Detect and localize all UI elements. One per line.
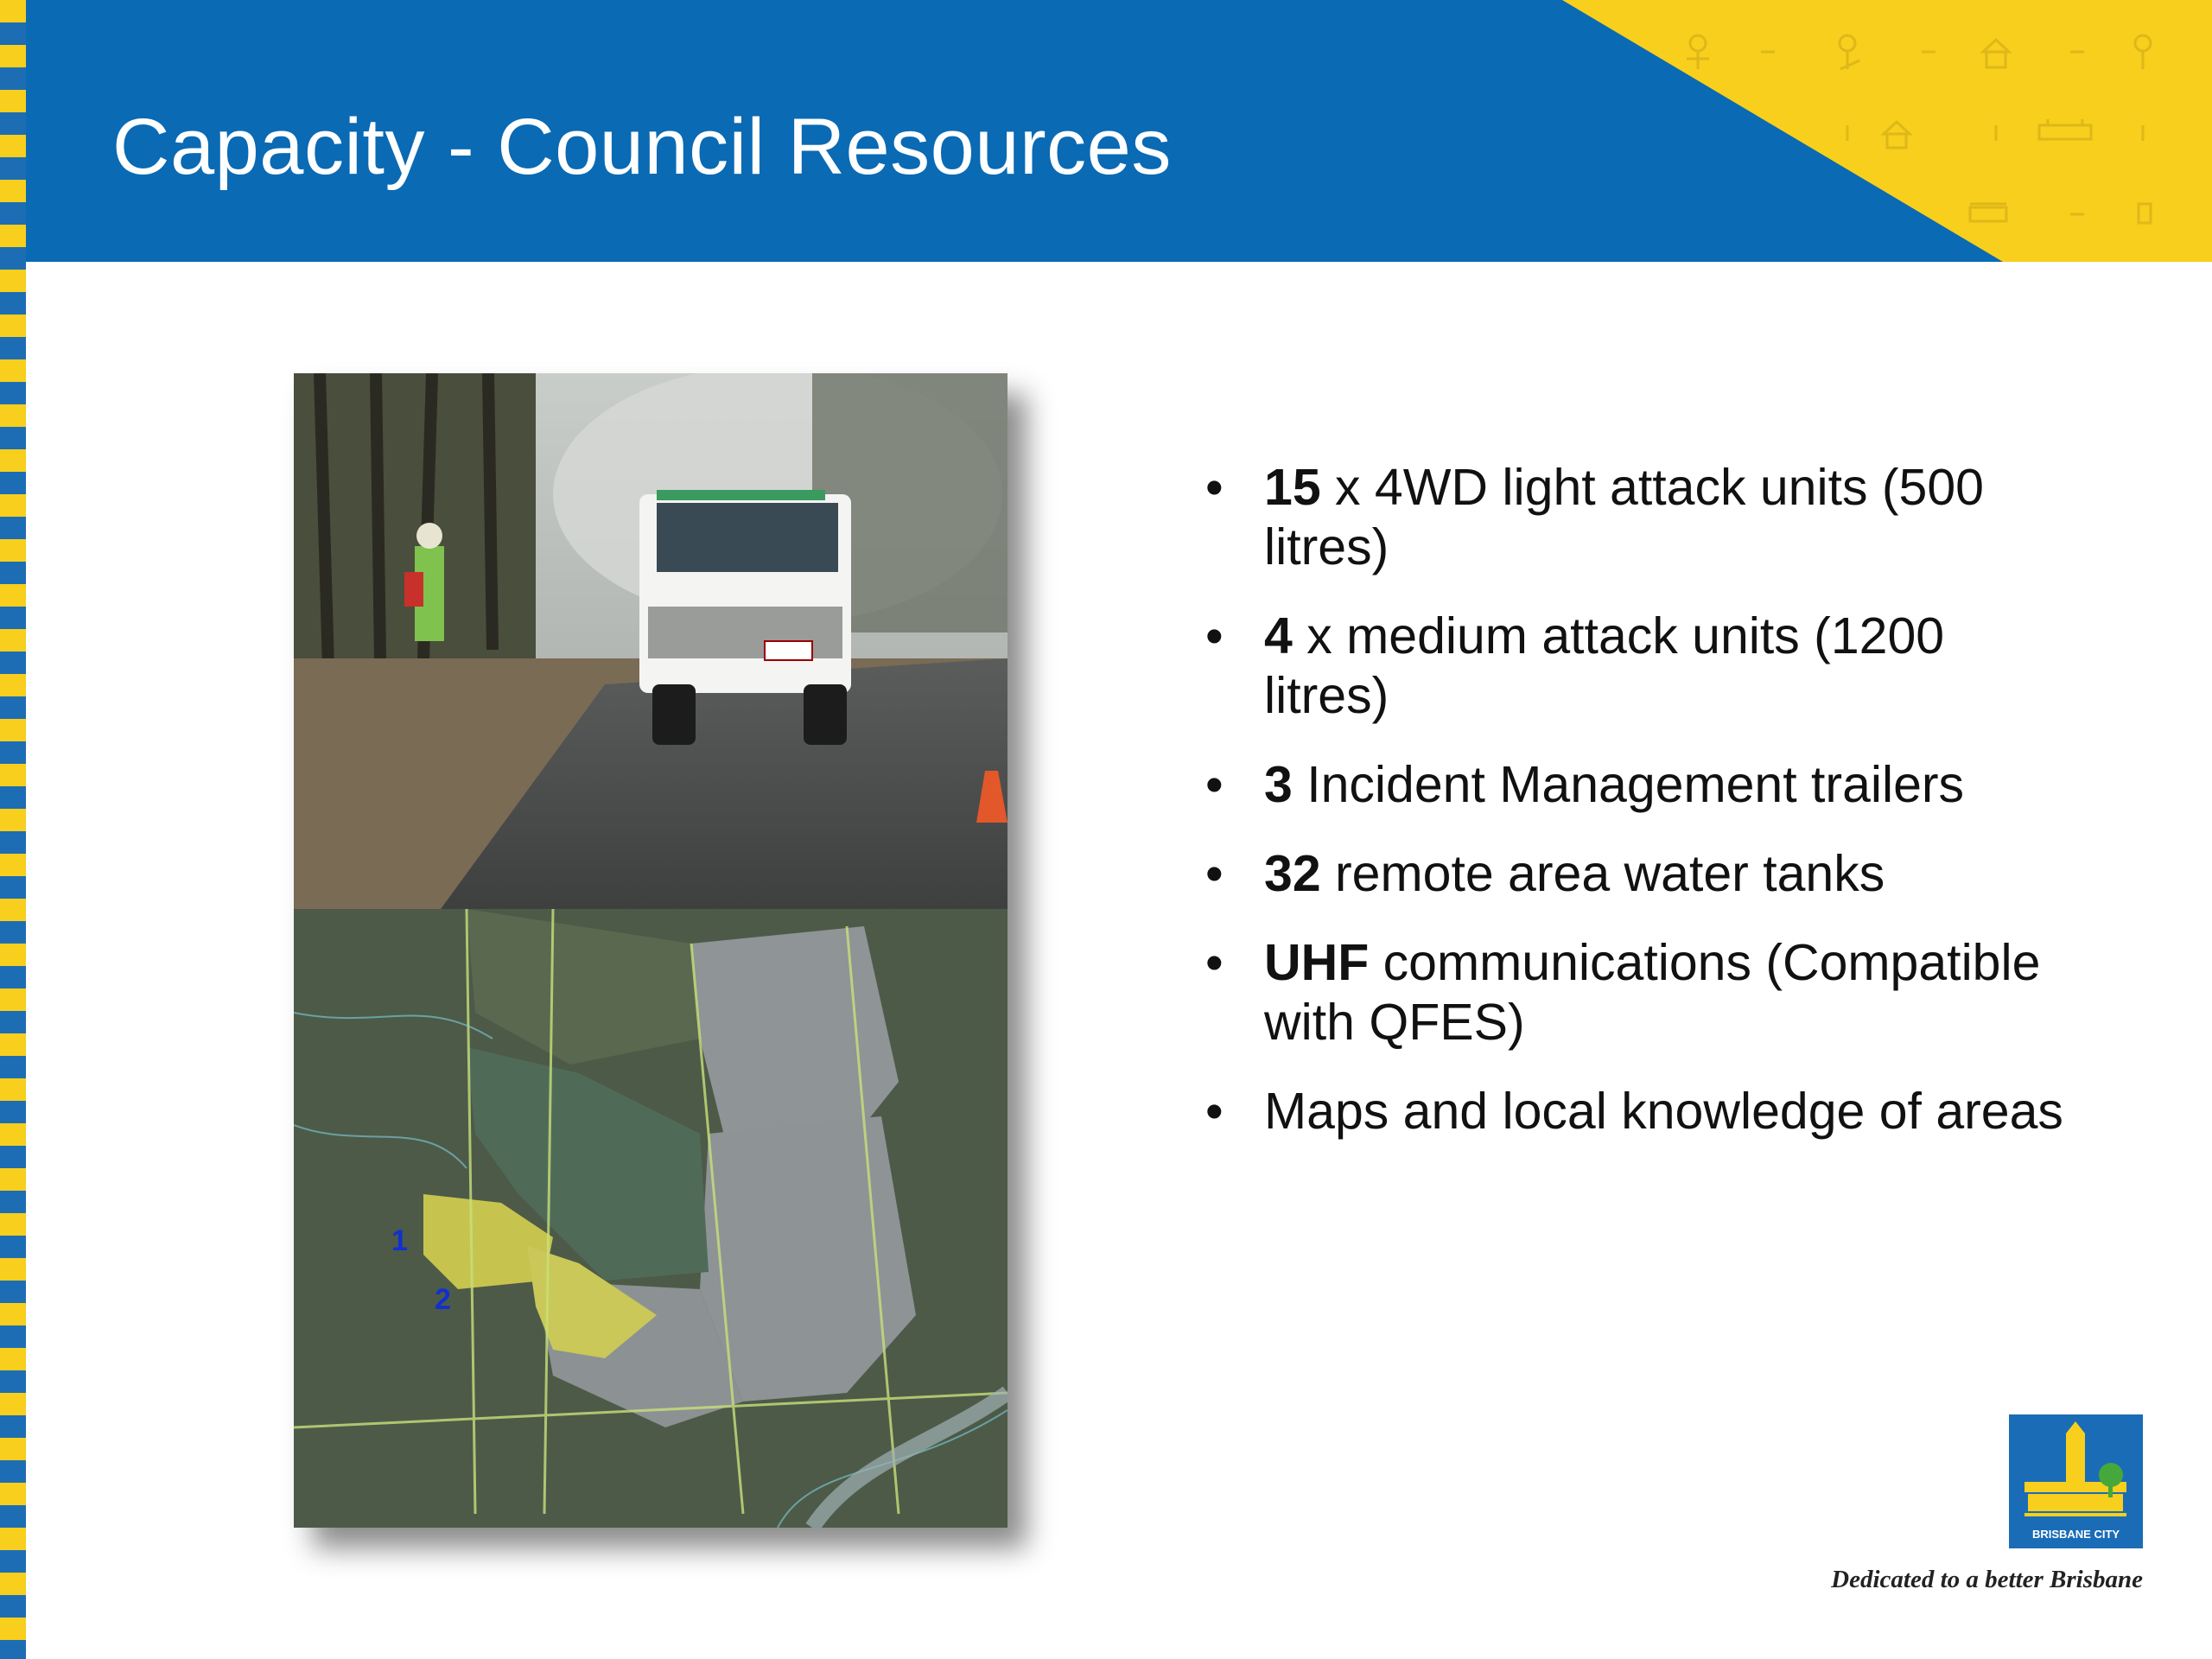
photo-frame — [294, 373, 1007, 1528]
bullet-text: Incident Management trailers — [1292, 756, 1965, 813]
bullet-dot: • — [1205, 459, 1224, 516]
bullet-bold: 4 — [1264, 607, 1293, 664]
bullet-bold: 32 — [1264, 845, 1321, 902]
firefighter-icon — [2135, 35, 2151, 69]
fire-vehicle-photo — [294, 373, 1007, 909]
brisbane-city-logo — [2009, 1414, 2143, 1548]
bullet-item — [1205, 1082, 2069, 1141]
bullet-text: x medium attack units (1200 litres) — [1264, 607, 1945, 724]
house-icon — [1884, 122, 1910, 148]
aerial-map-photo — [294, 909, 1007, 1528]
bullet-dot: • — [1205, 845, 1224, 902]
bullet-dot: • — [1205, 756, 1224, 813]
slide-title: Capacity - Council Resources — [112, 103, 1172, 191]
resource-bullet-list — [1205, 458, 2069, 1171]
map-label-2: 2 — [435, 1283, 451, 1316]
house-icon — [1983, 40, 2009, 67]
bullet-item — [1205, 755, 2069, 815]
header-icon-pattern — [1590, 0, 2212, 262]
bullet-bold: 3 — [1264, 756, 1293, 813]
left-border-stripe — [0, 0, 26, 1659]
bullet-dot: • — [1205, 607, 1224, 664]
slide-header — [26, 0, 2212, 262]
bullet-item — [1205, 607, 2069, 726]
bullet-item — [1205, 933, 2069, 1052]
bullet-item — [1205, 844, 2069, 904]
bullet-text: remote area water tanks — [1320, 845, 1885, 902]
bullet-dot: • — [1205, 1083, 1224, 1140]
bullet-text: x 4WD light attack units (500 litres) — [1264, 459, 1984, 575]
logo-name: BRISBANE CITY — [2031, 1528, 2120, 1541]
firefighter-icon — [1687, 35, 1709, 69]
map-label-1: 1 — [391, 1224, 408, 1257]
building-icon — [1970, 204, 2006, 221]
bullet-text: communications (Compatible with QFES) — [1264, 934, 2041, 1051]
firefighter-icon — [1840, 35, 1859, 69]
bullet-bold: UHF — [1264, 934, 1370, 991]
tree-icon — [2139, 204, 2151, 223]
bullet-dot: • — [1205, 934, 1224, 991]
building-icon — [2039, 119, 2091, 139]
logo-tagline: Dedicated to a better Brisbane — [1831, 1566, 2143, 1593]
bullet-text: Maps and local knowledge of areas — [1264, 1083, 2063, 1140]
bullet-bold: 15 — [1264, 459, 1321, 516]
bullet-item — [1205, 458, 2069, 577]
